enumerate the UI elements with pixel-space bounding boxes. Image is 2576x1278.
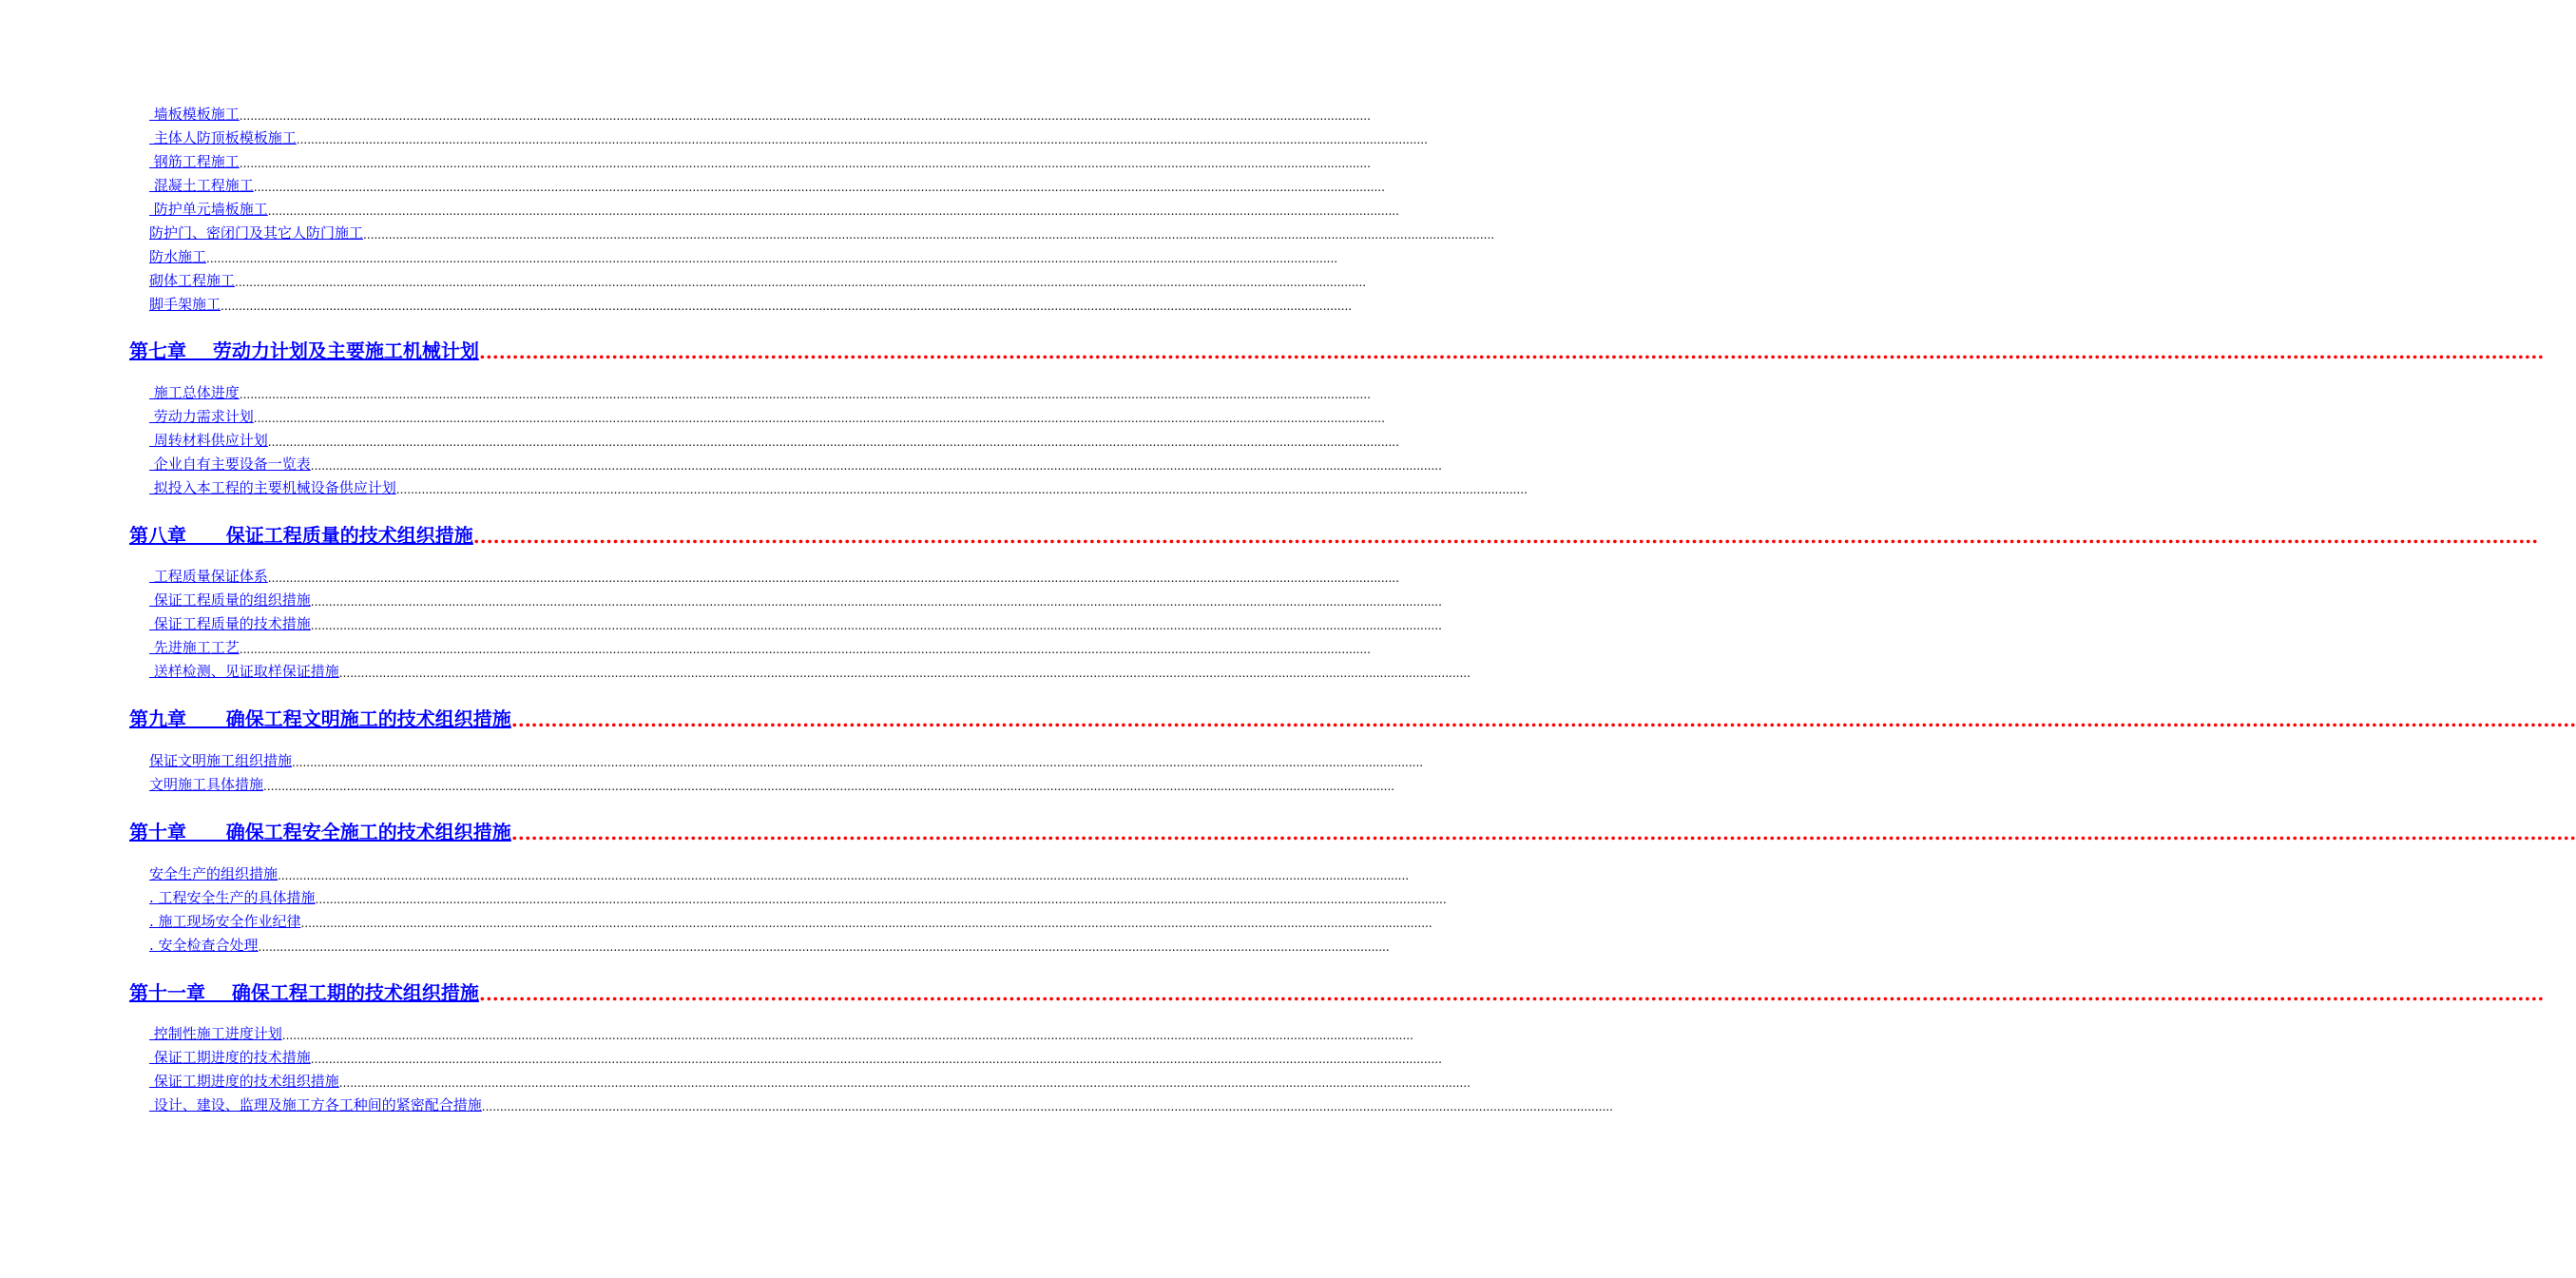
chapter-title: 第八章 保证工程质量的技术组织措施 <box>129 524 473 547</box>
toc-section-link[interactable] <box>149 455 1442 474</box>
section-title: 保证工期进度的技术措施 <box>149 1049 311 1066</box>
toc-section-link[interactable] <box>149 1095 1613 1114</box>
section-title: 防水施工 <box>149 248 207 265</box>
dot-leader: ........................................................................................................................................................................................................................................................................................................................ <box>510 822 2576 844</box>
dot-leader: ........................................................................................................................................................................................................................................................................................................................ <box>278 869 1410 882</box>
dot-leader: ........................................................................................................................................................................................................................................................................................................................ <box>267 436 1399 449</box>
toc-section-link[interactable] <box>149 638 1371 657</box>
dot-leader: ........................................................................................................................................................................................................................................................................................................................ <box>267 204 1399 218</box>
toc-section-link[interactable] <box>149 662 1471 681</box>
section-title: 砌体工程施工 <box>149 272 236 289</box>
toc-section-link[interactable] <box>149 567 1399 586</box>
section-title: 防护单元墙板施工 <box>149 201 268 218</box>
section-title: 送样检测、见证取样保证措施 <box>149 663 339 680</box>
toc-chapter-link[interactable] <box>129 978 2545 1005</box>
toc-section-link[interactable] <box>149 751 1424 770</box>
dot-leader: ........................................................................................................................................................................................................................................................................................................................ <box>310 595 1442 609</box>
chapter-title: 第十章 确保工程安全施工的技术组织措施 <box>129 821 511 843</box>
toc-section-link[interactable] <box>149 152 1371 171</box>
toc-section-link[interactable] <box>149 247 1338 266</box>
dot-leader: ........................................................................................................................................................................................................................................................................................................................ <box>239 157 1371 170</box>
dot-leader: ........................................................................................................................................................................................................................................................................................................................ <box>363 228 1495 242</box>
toc-chapter-link[interactable] <box>129 818 2576 844</box>
dot-leader: ........................................................................................................................................................................................................................................................................................................................ <box>206 252 1338 265</box>
dot-leader: ........................................................................................................................................................................................................................................................................................................................ <box>239 109 1371 123</box>
section-title: 保证工程质量的技术措施 <box>149 615 311 632</box>
toc-section-link[interactable] <box>149 478 1528 497</box>
section-title: 企业自有主要设备一览表 <box>149 455 311 473</box>
dot-leader: ........................................................................................................................................................................................................................................................................................................................ <box>315 893 1447 906</box>
section-title: 设计、建设、监理及施工方各工种间的紧密配合措施 <box>149 1096 482 1113</box>
section-title: 墙板模板施工 <box>149 106 240 123</box>
dot-leader: ........................................................................................................................................................................................................................................................................................................................ <box>338 667 1471 680</box>
toc-section-link[interactable] <box>149 383 1371 402</box>
toc-section-link[interactable] <box>149 912 1432 931</box>
section-title: . 安全检查合处理 <box>149 937 259 954</box>
dot-leader: ........................................................................................................................................................................................................................................................................................................................ <box>253 181 1385 194</box>
section-title: 脚手架施工 <box>149 296 221 313</box>
toc-section-link[interactable] <box>149 614 1442 633</box>
toc-section-link[interactable] <box>149 1072 1471 1091</box>
toc-section-link[interactable] <box>149 936 1390 955</box>
toc-section-link[interactable] <box>149 271 1367 290</box>
section-title: 拟投入本工程的主要机械设备供应计划 <box>149 479 396 496</box>
section-title: 钢筋工程施工 <box>149 153 240 170</box>
dot-leader: ........................................................................................................................................................................................................................................................................................................................ <box>235 276 1367 289</box>
toc-section-link[interactable] <box>149 1024 1413 1043</box>
dot-leader: ........................................................................................................................................................................................................................................................................................................................ <box>296 133 1428 146</box>
section-title: 施工总体进度 <box>149 384 240 401</box>
toc-chapter-link[interactable] <box>129 337 2545 363</box>
section-title: 保证工期进度的技术组织措施 <box>149 1073 339 1090</box>
dot-leader: ........................................................................................................................................................................................................................................................................................................................ <box>221 300 1353 313</box>
dot-leader: ........................................................................................................................................................................................................................................................................................................................ <box>478 340 2545 363</box>
dot-leader: ........................................................................................................................................................................................................................................................................................................................ <box>481 1100 1613 1113</box>
dot-leader: ........................................................................................................................................................................................................................................................................................................................ <box>510 708 2576 731</box>
chapter-title: 第七章 劳动力计划及主要施工机械计划 <box>129 339 479 362</box>
dot-leader: ........................................................................................................................................................................................................................................................................................................................ <box>267 571 1399 585</box>
section-title: . 工程安全生产的具体措施 <box>149 889 316 906</box>
section-title: 控制性施工进度计划 <box>149 1025 282 1042</box>
section-title: 周转材料供应计划 <box>149 432 268 449</box>
section-title: 工程质量保证体系 <box>149 568 268 585</box>
dot-leader: ........................................................................................................................................................................................................................................................................................................................ <box>478 982 2545 1005</box>
chapter-title: 第九章 确保工程文明施工的技术组织措施 <box>129 707 511 730</box>
toc-section-link[interactable] <box>149 407 1385 426</box>
dot-leader: ........................................................................................................................................................................................................................................................................................................................ <box>239 388 1371 401</box>
dot-leader: ........................................................................................................................................................................................................................................................................................................................ <box>239 643 1371 656</box>
dot-leader: ........................................................................................................................................................................................................................................................................................................................ <box>258 940 1390 954</box>
section-title: 保证文明施工组织措施 <box>149 752 293 769</box>
toc-section-link[interactable] <box>149 295 1353 314</box>
toc-chapter-link[interactable] <box>129 521 2539 548</box>
toc-section-link[interactable] <box>149 431 1399 450</box>
dot-leader: ........................................................................................................................................................................................................................................................................................................................ <box>338 1076 1471 1090</box>
toc-section-link[interactable] <box>149 176 1385 195</box>
section-title: . 施工现场安全作业纪律 <box>149 913 301 930</box>
section-title: 劳动力需求计划 <box>149 408 254 425</box>
dot-leader: ........................................................................................................................................................................................................................................................................................................................ <box>472 525 2539 548</box>
dot-leader: ........................................................................................................................................................................................................................................................................................................................ <box>253 412 1385 425</box>
section-title: 主体人防顶板模板施工 <box>149 129 297 146</box>
section-title: 先进施工工艺 <box>149 639 240 656</box>
chapter-title: 第十一章 确保工程工期的技术组织措施 <box>129 981 479 1004</box>
section-title: 混凝土工程施工 <box>149 177 254 194</box>
dot-leader: ........................................................................................................................................................................................................................................................................................................................ <box>310 619 1442 632</box>
toc-chapter-link[interactable] <box>129 705 2576 731</box>
dot-leader: ........................................................................................................................................................................................................................................................................................................................ <box>310 1053 1442 1066</box>
toc-section-link[interactable] <box>149 775 1395 794</box>
section-title: 文明施工具体措施 <box>149 776 264 793</box>
toc-section-link[interactable] <box>149 1048 1442 1067</box>
dot-leader: ........................................................................................................................................................................................................................................................................................................................ <box>310 459 1442 473</box>
dot-leader: ........................................................................................................................................................................................................................................................................................................................ <box>300 917 1432 930</box>
toc-section-link[interactable] <box>149 128 1428 147</box>
toc-section-link[interactable] <box>149 223 1495 242</box>
section-title: 安全生产的组织措施 <box>149 865 279 882</box>
toc-section-link[interactable] <box>149 591 1442 610</box>
dot-leader: ........................................................................................................................................................................................................................................................................................................................ <box>281 1029 1413 1042</box>
toc-section-link[interactable] <box>149 105 1371 124</box>
dot-leader: ........................................................................................................................................................................................................................................................................................................................ <box>292 756 1424 769</box>
section-title: 保证工程质量的组织措施 <box>149 591 311 609</box>
dot-leader: ........................................................................................................................................................................................................................................................................................................................ <box>263 780 1395 793</box>
toc-section-link[interactable] <box>149 864 1410 883</box>
toc-section-link[interactable] <box>149 888 1447 907</box>
toc-section-link[interactable] <box>149 200 1399 219</box>
section-title: 防护门、密闭门及其它人防门施工 <box>149 224 364 242</box>
dot-leader: ........................................................................................................................................................................................................................................................................................................................ <box>395 483 1528 496</box>
